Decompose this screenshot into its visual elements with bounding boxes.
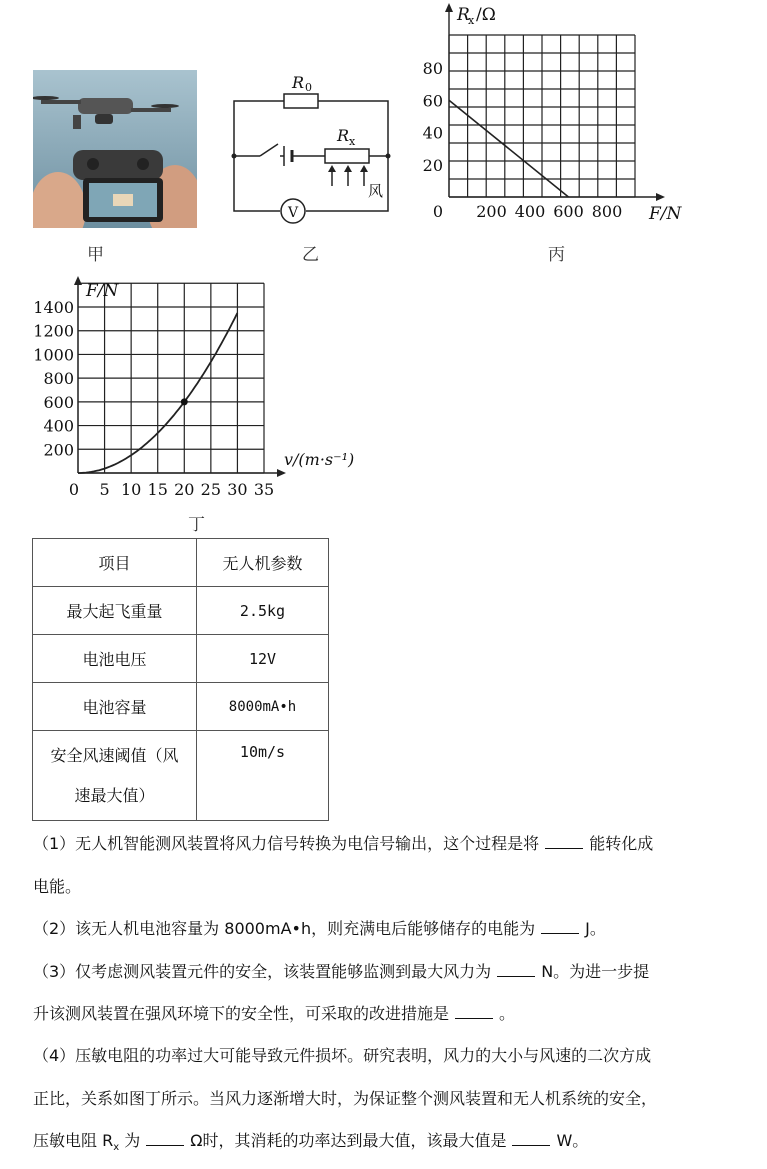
question-1-line-1 — [33, 822, 763, 865]
y-axis-arrow — [74, 276, 82, 285]
y-tick-label: 1200 — [33, 321, 74, 341]
question-4-line-1 — [33, 1034, 763, 1077]
chart-ding-svg — [28, 270, 388, 505]
question-text: J。 — [585, 919, 606, 938]
x-tick-label: 10 — [120, 480, 142, 499]
x-axis-label: v/(m·s⁻¹) — [284, 450, 355, 469]
y-axis-label-main: R — [457, 5, 470, 25]
x-tick-label: 800 — [591, 202, 623, 221]
table-cell: 电池电压 — [33, 635, 197, 683]
y-axis-label-unit: /Ω — [476, 5, 496, 25]
r0-resistor — [284, 94, 318, 108]
x-tick-label: 0 — [68, 480, 80, 499]
table-header-cell: 项目 — [33, 539, 197, 587]
y-tick-label: 60 — [422, 91, 443, 111]
r0-label: R — [292, 73, 305, 92]
table-row — [33, 731, 329, 821]
chart-ding — [28, 270, 388, 509]
marked-point — [181, 398, 188, 405]
y-tick-label: 200 — [43, 440, 74, 460]
question-text: （2）该无人机电池容量为 8000mA•h，则充满电后能够储存的电能为 — [33, 919, 536, 938]
question-sub: x — [113, 1142, 120, 1154]
chart-bing — [415, 0, 685, 234]
y-tick-label: 40 — [422, 123, 443, 143]
caption-yi: 乙 — [302, 245, 319, 265]
table-cell: 最大起飞重量 — [33, 587, 197, 635]
table-header-row — [33, 539, 329, 587]
answer-blank[interactable] — [512, 1131, 550, 1146]
y-tick-label: 600 — [43, 392, 74, 412]
drone-photo — [33, 70, 197, 228]
y-tick-label: 1400 — [33, 298, 74, 317]
x-tick-label: 35 — [253, 480, 275, 499]
y-tick-label: 1000 — [33, 345, 74, 365]
question-4-line-3 — [33, 1119, 763, 1169]
question-text: （1）无人机智能测风装置将风力信号转换为电信号输出，这个过程是将 — [33, 834, 540, 853]
table-cell: 电池容量 — [33, 683, 197, 731]
table-row — [33, 587, 329, 635]
question-text: W。 — [556, 1131, 589, 1150]
y-tick-label: 400 — [43, 416, 74, 436]
x-tick-label: 30 — [227, 480, 248, 499]
x-tick-label: 400 — [514, 202, 546, 221]
circuit-diagram — [222, 66, 402, 230]
drone-params-table — [32, 538, 329, 821]
table-cell: 8000mA•h — [197, 683, 329, 731]
table-header-cell: 无人机参数 — [197, 539, 329, 587]
x-tick-label: 600 — [553, 202, 584, 221]
table-row — [33, 683, 329, 731]
x-tick-label: 0 — [432, 202, 443, 221]
question-text: 压敏电阻 R — [33, 1131, 114, 1150]
table-cell-line: 安全风速阈值（风 — [50, 745, 179, 765]
y-tick-label: 80 — [422, 59, 443, 78]
answer-blank[interactable] — [455, 1004, 493, 1019]
caption-ding: 丁 — [188, 515, 205, 535]
question-text: （4）压敏电阻的功率过大可能导致元件损坏。研究表明，风力的大小与风速的二次方成 — [33, 1046, 652, 1065]
y-axis-label-sub: x — [468, 14, 475, 27]
question-text: 电能。 — [33, 877, 82, 896]
x-axis-arrow — [656, 193, 665, 201]
x-tick-label: 25 — [200, 480, 222, 499]
question-text: （3）仅考虑测风装置元件的安全，该装置能够监测到最大风力为 — [33, 962, 492, 981]
drone-photo-illustration — [33, 70, 197, 228]
caption-bing: 丙 — [548, 245, 565, 265]
answer-blank[interactable] — [497, 962, 535, 977]
x-tick-label: 5 — [99, 480, 110, 499]
table-cell-line: 速最大值） — [74, 785, 155, 805]
circuit-svg — [222, 66, 402, 226]
answer-blank[interactable] — [541, 919, 579, 934]
question-2 — [33, 907, 763, 950]
question-text: 升该测风装置在强风环境下的安全性，可采取的改进措施是 — [33, 1004, 450, 1023]
rx-resistor — [325, 149, 369, 163]
wind-label: 风 — [368, 182, 384, 200]
x-axis-label: F/N — [649, 204, 682, 224]
y-tick-label: 800 — [43, 369, 74, 389]
question-text: 。 — [499, 1004, 516, 1023]
answer-blank[interactable] — [545, 834, 583, 849]
y-axis-arrow — [445, 3, 453, 12]
table-cell: 12V — [197, 635, 329, 683]
answer-blank[interactable] — [146, 1131, 184, 1146]
question-3-line-1 — [33, 950, 763, 993]
question-text: 能转化成 — [589, 834, 654, 853]
voltmeter-label: V — [288, 205, 299, 221]
caption-jia: 甲 — [87, 245, 104, 265]
table-cell: 10m/s — [197, 731, 329, 821]
rx-label: R — [337, 126, 350, 145]
question-3-line-2 — [33, 992, 763, 1035]
question-1-line-2 — [33, 865, 763, 908]
table-cell-multiline — [33, 731, 197, 821]
x-axis-arrow — [277, 469, 286, 477]
x-tick-label: 15 — [147, 480, 168, 499]
y-tick-label: 20 — [422, 155, 443, 175]
chart-bing-svg — [415, 0, 685, 230]
rx-sub: x — [349, 135, 356, 148]
table-row — [33, 635, 329, 683]
question-4-line-2 — [33, 1077, 763, 1120]
y-axis-label: F/N — [86, 281, 119, 301]
question-text: N。为进一步提 — [541, 962, 650, 981]
series-line — [449, 100, 569, 197]
x-tick-label: 200 — [476, 202, 507, 221]
x-tick-label: 20 — [174, 480, 195, 499]
question-text: 为 — [124, 1131, 141, 1150]
question-text: 正比，关系如图丁所示。当风力逐渐增大时，为保证整个测风装置和无人机系统的安全， — [33, 1089, 658, 1108]
table-cell: 2.5kg — [197, 587, 329, 635]
question-text: Ω时，其消耗的功率达到最大值，该最大值是 — [190, 1131, 507, 1150]
r0-sub: 0 — [305, 81, 312, 94]
